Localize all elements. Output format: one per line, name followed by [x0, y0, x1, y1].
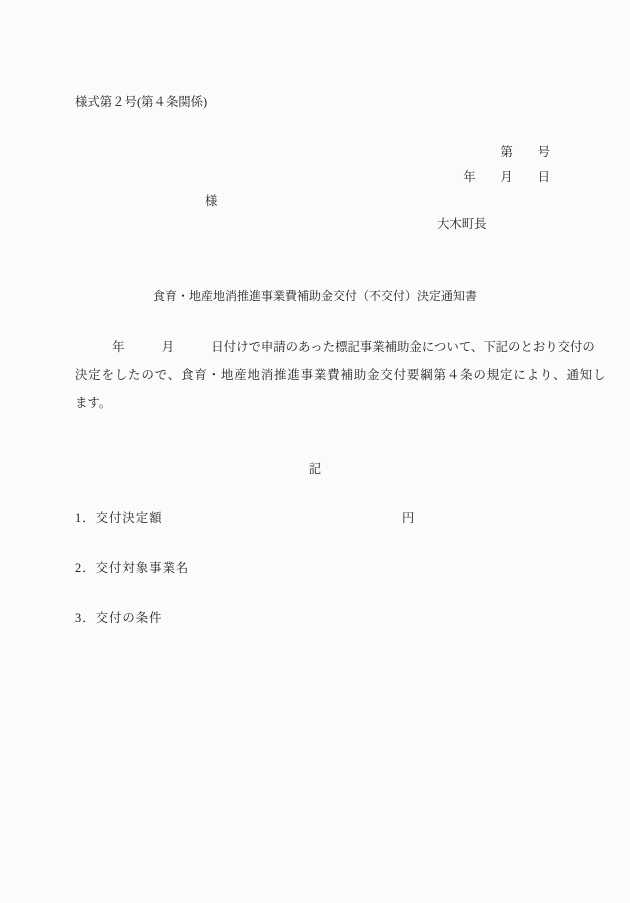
- notice-item-grant-conditions: [75, 610, 607, 626]
- body-line-1: 年 月 日付けで申請のあった標記事業補助金について、下記のとおり交付の: [75, 340, 595, 354]
- document-number-line: 第 号: [500, 145, 550, 159]
- notice-heading: 記: [308, 462, 322, 476]
- notice-item-project-name: [75, 560, 607, 576]
- body-line-2: 決定をしたので、食育・地産地消推進事業費補助金交付要綱第４条の規定により、通知し: [75, 368, 607, 382]
- addressee-honorific: 様: [205, 194, 218, 208]
- issue-date-line: 年 月 日: [463, 170, 550, 184]
- body-line-3: ます。: [75, 396, 112, 410]
- sender-name: 大木町長: [437, 217, 487, 231]
- notice-item-label: 3．交付の条件: [75, 611, 163, 625]
- notice-item-label: 1．交付決定額: [75, 511, 163, 525]
- notice-item-grant-amount: [75, 510, 607, 526]
- amount-unit-label: 円: [402, 511, 415, 525]
- body-paragraph: [75, 333, 615, 417]
- notice-item-label: 2．交付対象事業名: [75, 561, 190, 575]
- form-number: 様式第２号(第４条関係): [75, 95, 208, 109]
- document-title: 食育・地産地消推進事業費補助金交付（不交付）決定通知書: [152, 289, 477, 303]
